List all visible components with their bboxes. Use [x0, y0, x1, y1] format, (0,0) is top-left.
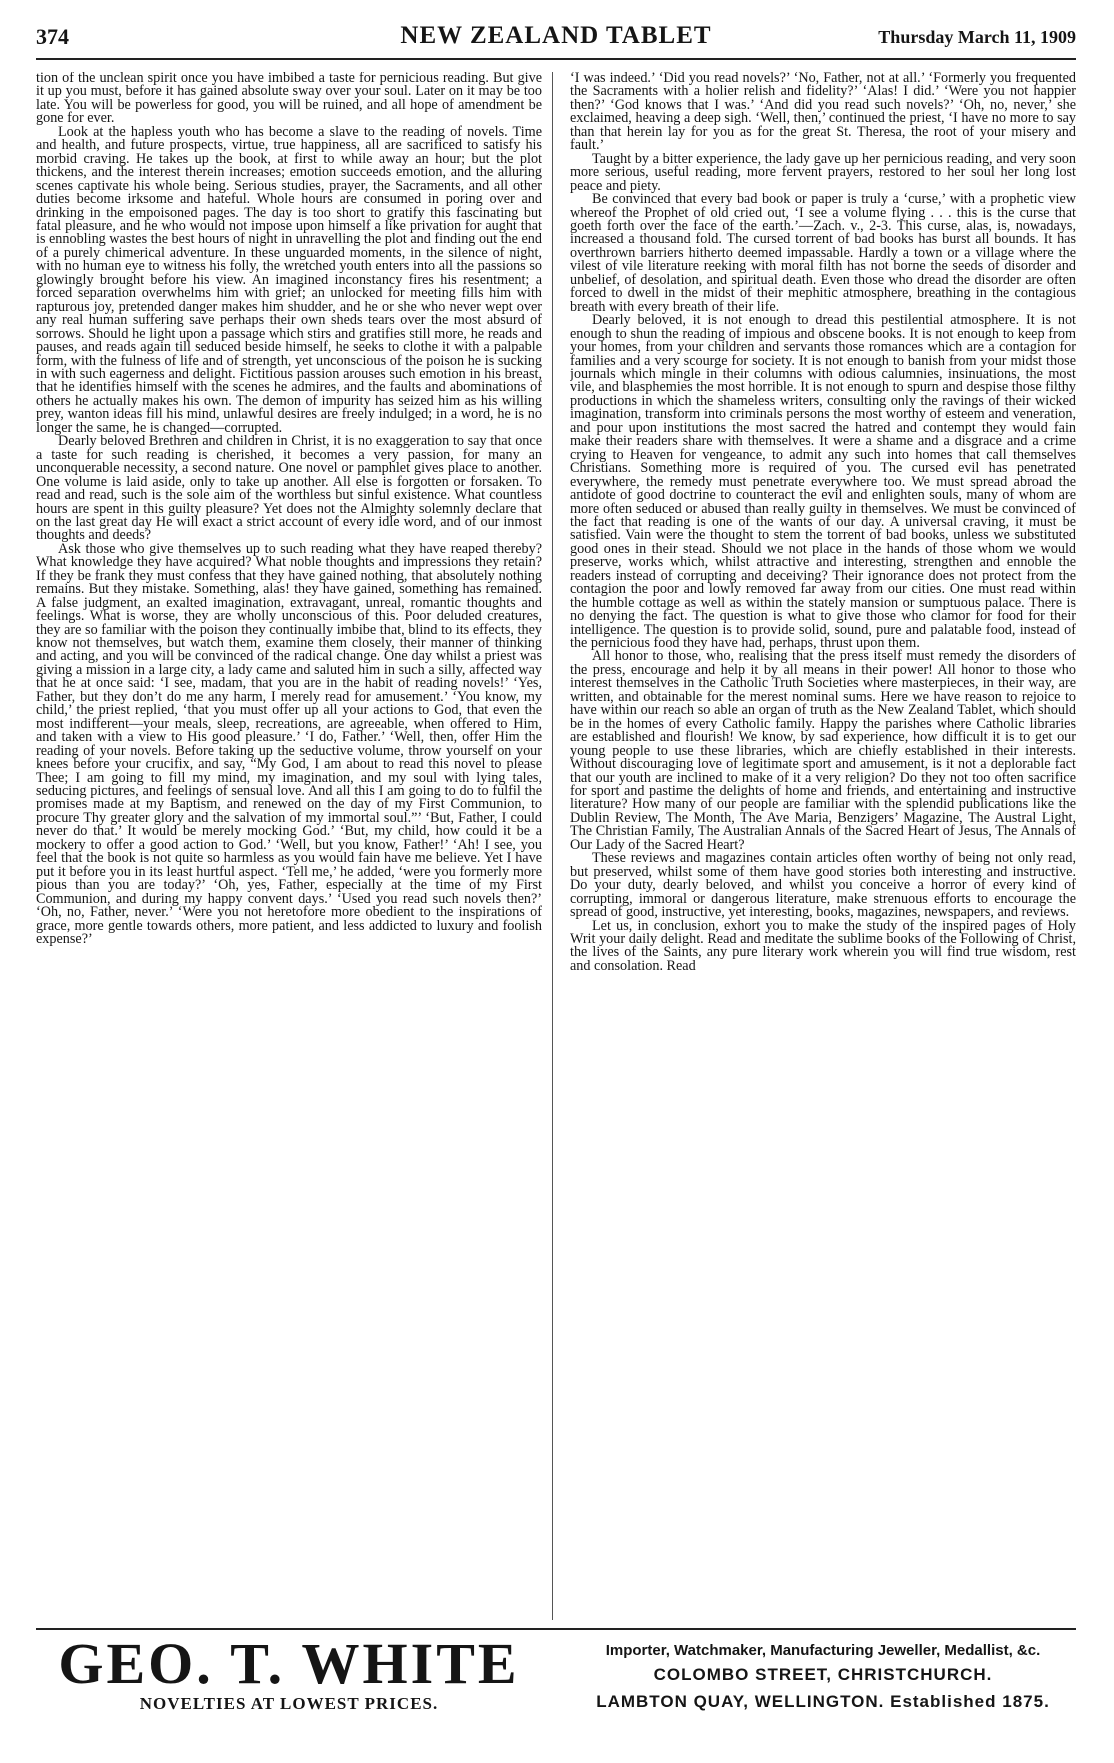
left-column [36, 72, 542, 1620]
advertiser-name: GEO. T. WHITE [58, 1631, 520, 1696]
issue-date: Thursday March 11, 1909 [878, 27, 1076, 47]
paragraph: Be convinced that every bad book or paper is truly a ‘curse,’ with a prophetic view whereof the Prophet of old cried out, ‘I see a volume flying . . . this is the curse that goeth forth over the face of the earth.’—Zach. v., 2-3. This curse, alas, is, nowadays, increased a thousand fold. The cursed torrent of bad books has burst all bounds. It has overthrown barriers hitherto deemed impassable. Hardly a town or a village where the vilest of vile literature reeking with moral filth has not borne the seeds of disorder and unbelief, of desolation, and spiritual death. Even those who dread the disorder are often forced to dwell in the midst of their mephitic atmosphere, breathing in the contagious breath with every breath of their life. [570, 191, 1076, 315]
paragraph: Look at the hapless youth who has become a slave to the reading of novels. Time and health, and future prospects, virtue, true happiness, all are sacrificed to satisfy his morbid craving. He takes up the book, at first to while away an hour; but the plot thickens, and the interest therein increases; emotion succeeds emotion, and the alluring scenes captivate his whole being. Serious studies, prayer, the Sacraments, and all other duties become irksome and hateful. Whole hours are consumed in poring over and drinking in the empoisoned pages. The day is too short to gratify this fascinating but fatal pleasure, and he who would not impose upon himself a like privation for aught that is ennobling wastes the best hours of night in unravelling the plot and finding out the end of a purely chimerical adventure. In these unguarded moments, in the silence of night, with no human eye to witness his folly, the wretched youth enters into all the passions so glowingly brought before his view. An imagined inconstancy fires his resentment; a forced separation overwhelms him with grief; an unlocked for meeting fills him with rapturous joy, pretended danger makes him shudder, and he or she who never wept over any real human suffering save perhaps their own sheds tears over the most absurd of sorrows. Should he light upon a passage which stirs and gratifies still more, he reads and pauses, and reads again till seduced beside himself, he seeks to clothe it with a palpable form, with the fulness of life and of strength, yet unconscious of the poison he is sucking in with such eagerness and delight. Fictitious passion arouses such emotion in his breast, that he identifies himself with the scenes he admires, and the faults and abominations of others he actually makes his own. The demon of impurity has seized him as his willing prey, wanton ideas fill his mind, unlawful desires are freely indulged; in a word, he is no longer the same, he is changed—corrupted. [36, 123, 542, 436]
newspaper-title: NEW ZEALAND TABLET [400, 22, 712, 49]
page-number: 374 [36, 24, 69, 49]
advert-address-wellington: LAMBTON QUAY, WELLINGTON. Established 1875. [596, 1692, 1050, 1711]
paragraph: tion of the unclean spirit once you have imbibed a taste for pernicious reading. But give it up you must, before it has gained absolute sway over your soul. Later on it may be too late. You will be powerless for good, you will be ruined, and all hope of amendment be gone for ever. [36, 72, 542, 127]
advert-trades: Importer, Watchmaker, Manufacturing Jeweller, Medallist, &c. [605, 1642, 1041, 1659]
column-divider [552, 72, 553, 1620]
paragraph: Ask those who give themselves up to such reading what they have reaped thereby? What knowledge they have acquired? What noble thoughts and impressions they retain? If they be frank they must confess that they have gained nothing, that absolutely nothing remains. But they mistake. Something, alas! they have gained, something has remained. A false judgment, an exalted imagination, extravagant, unreal, romantic thoughts and feelings. What is worse, they are wholly unconscious of this. Poor deluded creatures, they are so familiar with the poison they continually imbibe that, blind to its effects, they know not themselves, but watch them, examine them closely, their manner of thinking and acting, and you will be convinced of the radical change. One day whilst a priest was giving a mission in a large city, a lady came and saluted him in such a silly, affected way that he at once said: ‘I see, madam, that you are in the habit of reading novels!’ ‘Yes, Father, but they don’t do me any harm, I merely read for amusement.’ ‘You know, my child,’ the priest replied, ‘that you must offer up all your actions to God, that even the most indifferent—your meals, sleep, recreations, are agreeable, when offered to Him, and taken with a view to His good pleasure.’ ‘I do, Father.’ ‘Well, then, offer Him the reading of your novels. Before taking up the seductive volume, throw yourself on your knees before your crucifix, and say, “My God, I am about to read this novel to please Thee; I am going to fill my mind, my imagination, and my soul with lying tales, seducing pictures, and feelings of sensual love. And all this I am going to do to fulfil the promises made at my Baptism, and renewed on the day of my First Communion, to procure Thy greater glory and the salvation of my immortal soul.”’ ‘But, Father, I could never do that.’ It would be merely mocking God.’ ‘But, my child, how could it be a mockery to offer a good action to God.’ ‘Well, but you know, Father!’ ‘Ah! I see, you feel that the book is not quite so harmless as you would fain have me believe. Yet I have put it before you in its least hurtful aspect. ‘Tell me,’ he added, ‘were you formerly more pious than you are today?’ ‘Oh, yes, Father, especially at the time of my First Communion, and during my happy convent days.’ ‘Used you read such novels then?’ ‘Oh, no, Father, never.’ ‘Were you not heretofore more obedient to the inspirations of grace, more gentle towards others, more patient, and less addicted to luxury and foolish expense?’ [36, 540, 542, 947]
advert-address-christchurch: COLOMBO STREET, CHRISTCHURCH. [653, 1665, 993, 1684]
paragraph: These reviews and magazines contain articles often worthy of being not only read, but preserved, whilst some of them have good stories both interesting and instructive. Do your duty, dearly beloved, and whilst you conceive a horror of every kind of corrupting, immoral or dangerous literature, make strenuous efforts to encourage the spread of good, instructive, yet interesting, books, magazines, newspapers, and reviews. [570, 850, 1076, 921]
paragraph: Let us, in conclusion, exhort you to make the study of the inspired pages of Holy Writ your daily delight. Read and meditate the sublime books of the Following of Christ, the lives of the Saints, any pure literary work wherein you will find true wisdom, rest and consolation. Read [570, 917, 1076, 974]
advert-right [570, 1640, 1076, 1716]
paragraph: Dearly beloved Brethren and children in Christ, it is no exaggeration to say that once a taste for such reading is cherished, it becomes a very passion, for many an unconquerable necessity, a second nature. One novel or pamphlet gives place to another. One volume is laid aside, only to take up another. All else is forgotten or forsaken. To read and read, such is the sole aim of the worthless but sinful existence. What countless hours are spent in this guilty pleasure? Yet does not the Almighty solemnly declare that on the last great day He will exact a strict account of every idle word, and of our inmost thoughts and deeds? [36, 433, 542, 544]
header-rule [36, 58, 1076, 60]
advert-rule [36, 1628, 1076, 1630]
paragraph: ‘I was indeed.’ ‘Did you read novels?’ ‘No, Father, not at all.’ ‘Formerly you frequented the Sacraments with a holier relish and fidelity?’ ‘Alas! I did.’ ‘Were you not happier then?’ ‘God knows that I was.’ ‘And did you read such novels?’ ‘Oh, no, never,’ she exclaimed, heaving a deep sigh. ‘Well, then,’ continued the priest, ‘I have no more to say than that herein lay for you as for the great St. Theresa, the root of your misery and fault.’ [570, 72, 1076, 154]
paragraph: All honor to those, who, realising that the press itself must remedy the disorders of the press, encourage and help it by all means in their power! All honor to those who interest themselves in the Catholic Truth Societies where masterpieces, in their way, are written, and obtainable for the merest nominal sums. Here we have reason to rejoice to have within our reach so able an organ of truth as the New Zealand Tablet, which should be in the homes of every Catholic family. Happy the parishes where Catholic libraries are established and flourish! We know, by sad experience, how difficult it is to get our young people to use these libraries, which are chiefly established in their interests. Without discouraging love of legitimate sport and amusement, is it not a deplorable fact that our youth are inclined to make of it a very religion? Do they not too often sacrifice for sport and pastime the delights of home and friends, and entertaining and instructive literature? How many of our people are familiar with the splendid publications like the Dublin Review, The Month, The Ave Maria, Benzigers’ Magazine, The Austral Light, The Christian Family, The Australian Annals of the Sacred Heart of Jesus, The Annals of Our Lady of the Sacred Heart? [570, 648, 1076, 853]
paragraph: Taught by a bitter experience, the lady gave up her pernicious reading, and very soon more serious, useful reading, more fervent prayers, restored to her soul her long lost peace and piety. [570, 150, 1076, 194]
advert-left [36, 1631, 542, 1714]
right-column [570, 72, 1076, 1620]
advert-tagline: NOVELTIES AT LOWEST PRICES. [139, 1694, 439, 1713]
page-header [36, 22, 1076, 52]
paragraph: Dearly beloved, it is not enough to dread this pestilential atmosphere. It is not enough to shun the reading of impious and obscene books. It is not enough to keep from your homes, from your children and servants those romances which are a contagion for families and a very scourge for society. It is not enough to banish from your midst those journals which mingle in their columns with odious calumnies, insinuations, the most vile, and blasphemies the most horrible. It is not enough to spurn and despise those filthy productions in which the shameless writers, consulting only the ravings of their wicked imagination, transform into criminals persons the most worthy of esteem and veneration, and pour upon institutions the most sacred the hatred and contempt they would fain make their readers share with themselves. It were a shame and a disgrace and a crime crying to Heaven for vengeance, to admit any such into homes that call themselves Christians. Something more is required of you. The cursed evil has penetrated everywhere, the remedy must penetrate everywhere too. We must spread abroad the antidote of good doctrine to counteract the evil and enlighten souls, many of whom are more often seduced or abused than really guilty in themselves. We must be convinced of the fact that reading is one of the wants of our day. A universal craving, it must be satisfied. Vain were the thought to stem the torrent of bad books, unless we substituted good ones in their stead. Should we not place in the hands of those whom we would preserve, works which, whilst attractive and interesting, strengthen and ennoble the readers instead of corrupting and deceiving? Their ignorance does not protect from the contagion the poor and lowly removed far away from our cities. One must read within the humble cottage as well as within the stately mansion or sumptuous palace. There is no denying the fact. The question is what to give those who clamor for food for their intelligence. The question is to provide solid, sound, pure and palatable food, instead of the pernicious food they have had, perhaps, thrust upon them. [570, 312, 1076, 652]
